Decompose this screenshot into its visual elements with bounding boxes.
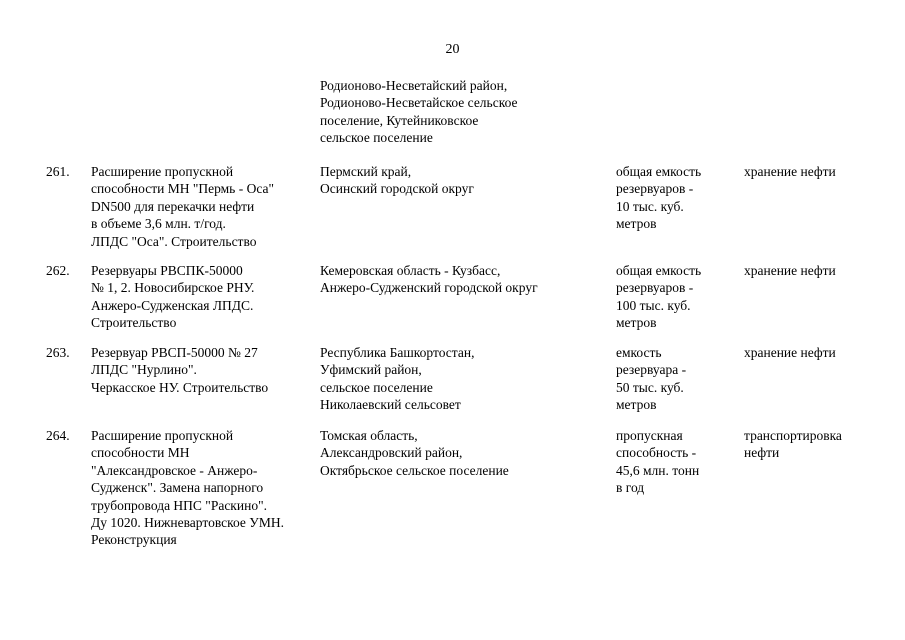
object-name-line: ЛПДС "Нурлино". [91, 362, 197, 378]
purpose-line: хранение нефти [744, 263, 836, 278]
purpose-cell [744, 427, 894, 462]
capacity-line: в год [616, 480, 645, 496]
capacity-cell [616, 344, 736, 414]
capacity-line: метров [616, 397, 657, 413]
capacity-line: способность - [616, 445, 697, 461]
object-name-line: Черкасское НУ. Строительство [91, 379, 269, 395]
region-line: Томская область, [320, 428, 418, 443]
object-name-line: Резервуары РВСПК-50000 [91, 263, 243, 278]
region-line: поселение, Кутейниковское [320, 112, 479, 128]
capacity-line: метров [616, 315, 657, 331]
object-name-line: Строительство [91, 315, 177, 331]
purpose-line: хранение нефти [744, 164, 836, 179]
capacity-line: метров [616, 216, 657, 232]
region-line: Николаевский сельсовет [320, 397, 461, 413]
object-name-line: DN500 для перекачки нефти [91, 198, 255, 214]
capacity-line: пропускная [616, 428, 683, 443]
capacity-line: 10 тыс. куб. [616, 198, 684, 214]
region-cell [320, 262, 605, 297]
region-line: Родионово-Несветайский район, [320, 78, 508, 93]
purpose-cell [744, 163, 894, 180]
region-line: Осинский городской округ [320, 181, 474, 197]
purpose-line: нефти [744, 445, 780, 461]
object-name-line: способности МН "Пермь - Оса" [91, 181, 274, 197]
object-name-cell [91, 163, 313, 250]
purpose-cell [744, 262, 894, 279]
object-name-line: способности МН [91, 445, 190, 461]
region-cell [320, 344, 605, 414]
object-name-cell [91, 344, 313, 396]
object-name-line: ЛПДС "Оса". Строительство [91, 233, 257, 249]
object-name-cell [91, 427, 313, 549]
capacity-line: резервуаров - [616, 280, 694, 296]
capacity-line: 100 тыс. куб. [616, 297, 691, 313]
region-line: Пермский край, [320, 164, 412, 179]
row-number: 262. [46, 263, 70, 278]
capacity-cell [616, 163, 736, 233]
purpose-line: хранение нефти [744, 345, 836, 360]
region-cell [320, 427, 605, 479]
purpose-cell [744, 344, 894, 361]
row-number: 264. [46, 428, 70, 443]
capacity-line: общая емкость [616, 164, 702, 179]
object-name-line: Расширение пропускной [91, 164, 234, 179]
region-line: Родионово-Несветайское сельское [320, 95, 518, 111]
region-line: Кемеровская область - Кузбасс, [320, 263, 501, 278]
region-line: сельское поселение [320, 379, 433, 395]
object-name-line: трубопровода НПС "Раскино". [91, 497, 267, 513]
region-line: Октябрьское сельское поселение [320, 462, 509, 478]
row-number: 261. [46, 164, 70, 179]
page-number: 20 [445, 42, 460, 57]
object-name-line: Реконструкция [91, 532, 177, 548]
region-line: Республика Башкортостан, [320, 345, 475, 360]
region-line: Анжеро-Судженский городской округ [320, 280, 538, 296]
purpose-line: транспортировка [744, 428, 842, 443]
region-line: сельское поселение [320, 130, 433, 146]
object-name-line: в объеме 3,6 млн. т/год. [91, 216, 226, 232]
capacity-line: 50 тыс. куб. [616, 379, 684, 395]
region-line: Александровский район, [320, 445, 463, 461]
object-name-line: № 1, 2. Новосибирское РНУ. [91, 280, 255, 296]
region-line: Уфимский район, [320, 362, 422, 378]
capacity-line: емкость [616, 345, 662, 360]
row-number: 263. [46, 345, 70, 360]
region-cell [320, 163, 605, 198]
object-name-line: "Александровское - Анжеро- [91, 462, 258, 478]
object-name-line: Резервуар РВСП-50000 № 27 [91, 345, 258, 360]
object-name-cell [91, 262, 313, 332]
object-name-line: Судженск". Замена напорного [91, 480, 264, 496]
capacity-line: резервуаров - [616, 181, 694, 197]
object-name-line: Анжеро-Судженская ЛПДС. [91, 297, 254, 313]
capacity-line: 45,6 млн. тонн [616, 462, 700, 478]
capacity-cell [616, 262, 736, 332]
capacity-cell [616, 427, 736, 497]
capacity-line: резервуара - [616, 362, 687, 378]
object-name-line: Ду 1020. Нижневартовское УМН. [91, 515, 284, 531]
continued-region-cell [320, 77, 580, 147]
object-name-line: Расширение пропускной [91, 428, 234, 443]
capacity-line: общая емкость [616, 263, 702, 278]
